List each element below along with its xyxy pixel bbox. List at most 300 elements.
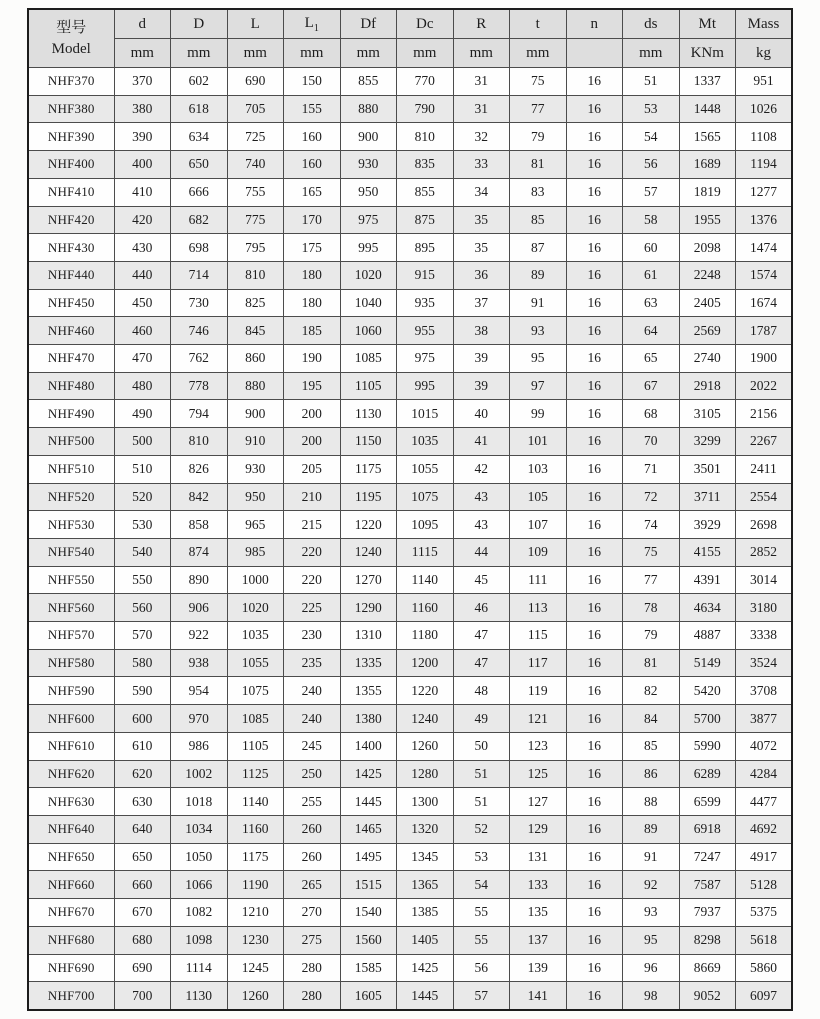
value-cell: 51 [453, 788, 510, 816]
value-cell: 1220 [397, 677, 454, 705]
value-cell: 180 [284, 261, 341, 289]
table-row [28, 732, 792, 760]
value-cell: 4477 [736, 788, 793, 816]
table-row [28, 538, 792, 566]
value-cell: 1277 [736, 178, 793, 206]
column-header-mass: Mass [736, 9, 793, 39]
value-cell: 2411 [736, 455, 793, 483]
value-cell: 2267 [736, 428, 793, 456]
value-cell: 1819 [679, 178, 736, 206]
value-cell: 79 [510, 123, 567, 151]
column-header-mt: Mt [679, 9, 736, 39]
value-cell: 540 [114, 538, 171, 566]
value-cell: 42 [453, 455, 510, 483]
value-cell: 70 [623, 428, 680, 456]
table-header [28, 9, 792, 68]
value-cell: 40 [453, 400, 510, 428]
value-cell: 700 [114, 982, 171, 1010]
value-cell: 53 [453, 843, 510, 871]
value-cell: 16 [566, 455, 623, 483]
value-cell: 210 [284, 483, 341, 511]
table-row [28, 483, 792, 511]
value-cell: 99 [510, 400, 567, 428]
value-cell: 60 [623, 234, 680, 262]
value-cell: 41 [453, 428, 510, 456]
table-row [28, 926, 792, 954]
value-cell: 1445 [397, 982, 454, 1010]
value-cell: 137 [510, 926, 567, 954]
value-cell: 1140 [397, 566, 454, 594]
value-cell: 16 [566, 345, 623, 373]
value-cell: 91 [510, 289, 567, 317]
value-cell: 1085 [340, 345, 397, 373]
value-cell: 117 [510, 649, 567, 677]
value-cell: 950 [340, 178, 397, 206]
value-cell: 52 [453, 815, 510, 843]
value-cell: 2740 [679, 345, 736, 373]
value-cell: 16 [566, 649, 623, 677]
value-cell: 1560 [340, 926, 397, 954]
value-cell: 1035 [397, 428, 454, 456]
value-cell: 71 [623, 455, 680, 483]
value-cell: 61 [623, 261, 680, 289]
value-cell: 240 [284, 705, 341, 733]
value-cell: 4634 [679, 594, 736, 622]
value-cell: 240 [284, 677, 341, 705]
value-cell: 170 [284, 206, 341, 234]
value-cell: 650 [114, 843, 171, 871]
column-unit-dc: mm [397, 39, 454, 68]
value-cell: 825 [227, 289, 284, 317]
value-cell: 530 [114, 511, 171, 539]
model-cell: NHF440 [28, 261, 114, 289]
value-cell: 2022 [736, 372, 793, 400]
value-cell: 470 [114, 345, 171, 373]
value-cell: 794 [171, 400, 228, 428]
table-row [28, 677, 792, 705]
value-cell: 835 [397, 151, 454, 179]
value-cell: 1290 [340, 594, 397, 622]
value-cell: 1220 [340, 511, 397, 539]
model-cell: NHF660 [28, 871, 114, 899]
value-cell: 3014 [736, 566, 793, 594]
value-cell: 845 [227, 317, 284, 345]
table-row [28, 594, 792, 622]
value-cell: 16 [566, 954, 623, 982]
value-cell: 121 [510, 705, 567, 733]
header-labels-row [28, 9, 792, 39]
value-cell: 1376 [736, 206, 793, 234]
table-row [28, 261, 792, 289]
value-cell: 37 [453, 289, 510, 317]
value-cell: 730 [171, 289, 228, 317]
value-cell: 4692 [736, 815, 793, 843]
value-cell: 58 [623, 206, 680, 234]
column-unit-mass: kg [736, 39, 793, 68]
value-cell: 96 [623, 954, 680, 982]
model-cell: NHF590 [28, 677, 114, 705]
value-cell: 16 [566, 68, 623, 96]
value-cell: 35 [453, 234, 510, 262]
table-row [28, 899, 792, 927]
value-cell: 77 [510, 95, 567, 123]
value-cell: 910 [227, 428, 284, 456]
value-cell: 1300 [397, 788, 454, 816]
model-cell: NHF690 [28, 954, 114, 982]
value-cell: 1787 [736, 317, 793, 345]
value-cell: 16 [566, 428, 623, 456]
column-header-df: Df [340, 9, 397, 39]
value-cell: 550 [114, 566, 171, 594]
value-cell: 45 [453, 566, 510, 594]
value-cell: 16 [566, 317, 623, 345]
value-cell: 160 [284, 151, 341, 179]
value-cell: 1210 [227, 899, 284, 927]
value-cell: 56 [623, 151, 680, 179]
value-cell: 16 [566, 289, 623, 317]
value-cell: 4072 [736, 732, 793, 760]
value-cell: 1365 [397, 871, 454, 899]
value-cell: 1125 [227, 760, 284, 788]
value-cell: 95 [623, 926, 680, 954]
value-cell: 725 [227, 123, 284, 151]
value-cell: 275 [284, 926, 341, 954]
value-cell: 1310 [340, 622, 397, 650]
value-cell: 1000 [227, 566, 284, 594]
value-cell: 4284 [736, 760, 793, 788]
value-cell: 245 [284, 732, 341, 760]
value-cell: 3338 [736, 622, 793, 650]
value-cell: 5128 [736, 871, 793, 899]
column-unit-n [566, 39, 623, 68]
table-row [28, 151, 792, 179]
value-cell: 3501 [679, 455, 736, 483]
value-cell: 1075 [227, 677, 284, 705]
value-cell: 1405 [397, 926, 454, 954]
model-cell: NHF550 [28, 566, 114, 594]
value-cell: 1540 [340, 899, 397, 927]
value-cell: 570 [114, 622, 171, 650]
value-cell: 16 [566, 234, 623, 262]
value-cell: 1515 [340, 871, 397, 899]
value-cell: 49 [453, 705, 510, 733]
value-cell: 55 [453, 899, 510, 927]
model-cell: NHF670 [28, 899, 114, 927]
value-cell: 895 [397, 234, 454, 262]
value-cell: 3180 [736, 594, 793, 622]
value-cell: 778 [171, 372, 228, 400]
value-cell: 89 [510, 261, 567, 289]
value-cell: 1200 [397, 649, 454, 677]
value-cell: 200 [284, 428, 341, 456]
value-cell: 53 [623, 95, 680, 123]
value-cell: 1130 [340, 400, 397, 428]
value-cell: 630 [114, 788, 171, 816]
value-cell: 1150 [340, 428, 397, 456]
value-cell: 620 [114, 760, 171, 788]
value-cell: 2852 [736, 538, 793, 566]
value-cell: 500 [114, 428, 171, 456]
value-cell: 3929 [679, 511, 736, 539]
column-unit-r: mm [453, 39, 510, 68]
value-cell: 5420 [679, 677, 736, 705]
table-row [28, 954, 792, 982]
value-cell: 775 [227, 206, 284, 234]
value-cell: 270 [284, 899, 341, 927]
value-cell: 5149 [679, 649, 736, 677]
table-row [28, 317, 792, 345]
column-unit-mt: KNm [679, 39, 736, 68]
model-cell: NHF410 [28, 178, 114, 206]
value-cell: 31 [453, 95, 510, 123]
value-cell: 43 [453, 483, 510, 511]
value-cell: 67 [623, 372, 680, 400]
value-cell: 250 [284, 760, 341, 788]
header-units-row [28, 39, 792, 68]
value-cell: 47 [453, 649, 510, 677]
value-cell: 938 [171, 649, 228, 677]
value-cell: 133 [510, 871, 567, 899]
value-cell: 129 [510, 815, 567, 843]
value-cell: 205 [284, 455, 341, 483]
table-row [28, 566, 792, 594]
table-row [28, 95, 792, 123]
value-cell: 200 [284, 400, 341, 428]
value-cell: 986 [171, 732, 228, 760]
table-row [28, 622, 792, 650]
value-cell: 1055 [397, 455, 454, 483]
value-cell: 123 [510, 732, 567, 760]
value-cell: 5700 [679, 705, 736, 733]
value-cell: 770 [397, 68, 454, 96]
model-cell: NHF510 [28, 455, 114, 483]
table-row [28, 178, 792, 206]
table-row [28, 234, 792, 262]
value-cell: 1095 [397, 511, 454, 539]
value-cell: 92 [623, 871, 680, 899]
value-cell: 55 [453, 926, 510, 954]
value-cell: 16 [566, 538, 623, 566]
value-cell: 16 [566, 400, 623, 428]
value-cell: 56 [453, 954, 510, 982]
value-cell: 1400 [340, 732, 397, 760]
value-cell: 995 [397, 372, 454, 400]
value-cell: 33 [453, 151, 510, 179]
column-unit-ds: mm [623, 39, 680, 68]
value-cell: 690 [227, 68, 284, 96]
value-cell: 410 [114, 178, 171, 206]
value-cell: 93 [623, 899, 680, 927]
value-cell: 4917 [736, 843, 793, 871]
value-cell: 2098 [679, 234, 736, 262]
column-unit-df: mm [340, 39, 397, 68]
table-row [28, 705, 792, 733]
value-cell: 1026 [736, 95, 793, 123]
value-cell: 260 [284, 815, 341, 843]
value-cell: 72 [623, 483, 680, 511]
value-cell: 95 [510, 345, 567, 373]
value-cell: 16 [566, 206, 623, 234]
value-cell: 63 [623, 289, 680, 317]
model-cell: NHF520 [28, 483, 114, 511]
value-cell: 215 [284, 511, 341, 539]
table-row [28, 843, 792, 871]
value-cell: 82 [623, 677, 680, 705]
value-cell: 666 [171, 178, 228, 206]
value-cell: 160 [284, 123, 341, 151]
value-cell: 3299 [679, 428, 736, 456]
model-cell: NHF620 [28, 760, 114, 788]
value-cell: 44 [453, 538, 510, 566]
value-cell: 670 [114, 899, 171, 927]
value-cell: 230 [284, 622, 341, 650]
value-cell: 1194 [736, 151, 793, 179]
model-cell: NHF480 [28, 372, 114, 400]
value-cell: 954 [171, 677, 228, 705]
value-cell: 1075 [397, 483, 454, 511]
value-cell: 1674 [736, 289, 793, 317]
model-cell: NHF580 [28, 649, 114, 677]
value-cell: 84 [623, 705, 680, 733]
value-cell: 16 [566, 483, 623, 511]
value-cell: 83 [510, 178, 567, 206]
value-cell: 280 [284, 954, 341, 982]
value-cell: 101 [510, 428, 567, 456]
value-cell: 91 [623, 843, 680, 871]
value-cell: 16 [566, 372, 623, 400]
value-cell: 1260 [397, 732, 454, 760]
value-cell: 580 [114, 649, 171, 677]
value-cell: 1130 [171, 982, 228, 1010]
value-cell: 1380 [340, 705, 397, 733]
value-cell: 951 [736, 68, 793, 96]
value-cell: 3524 [736, 649, 793, 677]
value-cell: 2554 [736, 483, 793, 511]
value-cell: 1280 [397, 760, 454, 788]
value-cell: 890 [171, 566, 228, 594]
column-unit-l: mm [227, 39, 284, 68]
value-cell: 1445 [340, 788, 397, 816]
value-cell: 680 [114, 926, 171, 954]
table-body [28, 68, 792, 1011]
value-cell: 57 [453, 982, 510, 1010]
value-cell: 119 [510, 677, 567, 705]
value-cell: 78 [623, 594, 680, 622]
table-row [28, 760, 792, 788]
value-cell: 1448 [679, 95, 736, 123]
table-row [28, 428, 792, 456]
value-cell: 1035 [227, 622, 284, 650]
value-cell: 826 [171, 455, 228, 483]
value-cell: 2405 [679, 289, 736, 317]
value-cell: 922 [171, 622, 228, 650]
table-row [28, 123, 792, 151]
value-cell: 85 [623, 732, 680, 760]
value-cell: 1270 [340, 566, 397, 594]
value-cell: 2918 [679, 372, 736, 400]
value-cell: 3708 [736, 677, 793, 705]
value-cell: 1195 [340, 483, 397, 511]
value-cell: 1105 [227, 732, 284, 760]
value-cell: 235 [284, 649, 341, 677]
value-cell: 16 [566, 843, 623, 871]
value-cell: 2156 [736, 400, 793, 428]
value-cell: 930 [340, 151, 397, 179]
column-unit-d: mm [114, 39, 171, 68]
model-cell: NHF390 [28, 123, 114, 151]
value-cell: 975 [340, 206, 397, 234]
value-cell: 3711 [679, 483, 736, 511]
value-cell: 1002 [171, 760, 228, 788]
table-row [28, 372, 792, 400]
value-cell: 450 [114, 289, 171, 317]
value-cell: 490 [114, 400, 171, 428]
value-cell: 965 [227, 511, 284, 539]
value-cell: 6289 [679, 760, 736, 788]
value-cell: 265 [284, 871, 341, 899]
value-cell: 690 [114, 954, 171, 982]
value-cell: 6097 [736, 982, 793, 1010]
model-cell: NHF680 [28, 926, 114, 954]
value-cell: 9052 [679, 982, 736, 1010]
value-cell: 1085 [227, 705, 284, 733]
value-cell: 640 [114, 815, 171, 843]
value-cell: 1345 [397, 843, 454, 871]
value-cell: 150 [284, 68, 341, 96]
value-cell: 16 [566, 871, 623, 899]
table-row [28, 788, 792, 816]
value-cell: 400 [114, 151, 171, 179]
table-row [28, 511, 792, 539]
value-cell: 5618 [736, 926, 793, 954]
value-cell: 16 [566, 178, 623, 206]
value-cell: 65 [623, 345, 680, 373]
value-cell: 1020 [227, 594, 284, 622]
model-spec-table [27, 8, 793, 1011]
value-cell: 705 [227, 95, 284, 123]
value-cell: 1689 [679, 151, 736, 179]
value-cell: 16 [566, 566, 623, 594]
value-cell: 810 [397, 123, 454, 151]
column-header-t: t [510, 9, 567, 39]
value-cell: 1108 [736, 123, 793, 151]
value-cell: 135 [510, 899, 567, 927]
column-unit-t: mm [510, 39, 567, 68]
value-cell: 1050 [171, 843, 228, 871]
value-cell: 1055 [227, 649, 284, 677]
value-cell: 880 [340, 95, 397, 123]
value-cell: 16 [566, 677, 623, 705]
value-cell: 740 [227, 151, 284, 179]
table-row [28, 871, 792, 899]
value-cell: 1040 [340, 289, 397, 317]
value-cell: 16 [566, 511, 623, 539]
value-cell: 139 [510, 954, 567, 982]
value-cell: 880 [227, 372, 284, 400]
model-cell: NHF460 [28, 317, 114, 345]
column-header-d: d [114, 9, 171, 39]
value-cell: 141 [510, 982, 567, 1010]
value-cell: 89 [623, 815, 680, 843]
value-cell: 1230 [227, 926, 284, 954]
value-cell: 634 [171, 123, 228, 151]
value-cell: 1115 [397, 538, 454, 566]
value-cell: 4887 [679, 622, 736, 650]
value-cell: 105 [510, 483, 567, 511]
column-header-d: D [171, 9, 228, 39]
value-cell: 698 [171, 234, 228, 262]
value-cell: 7247 [679, 843, 736, 871]
